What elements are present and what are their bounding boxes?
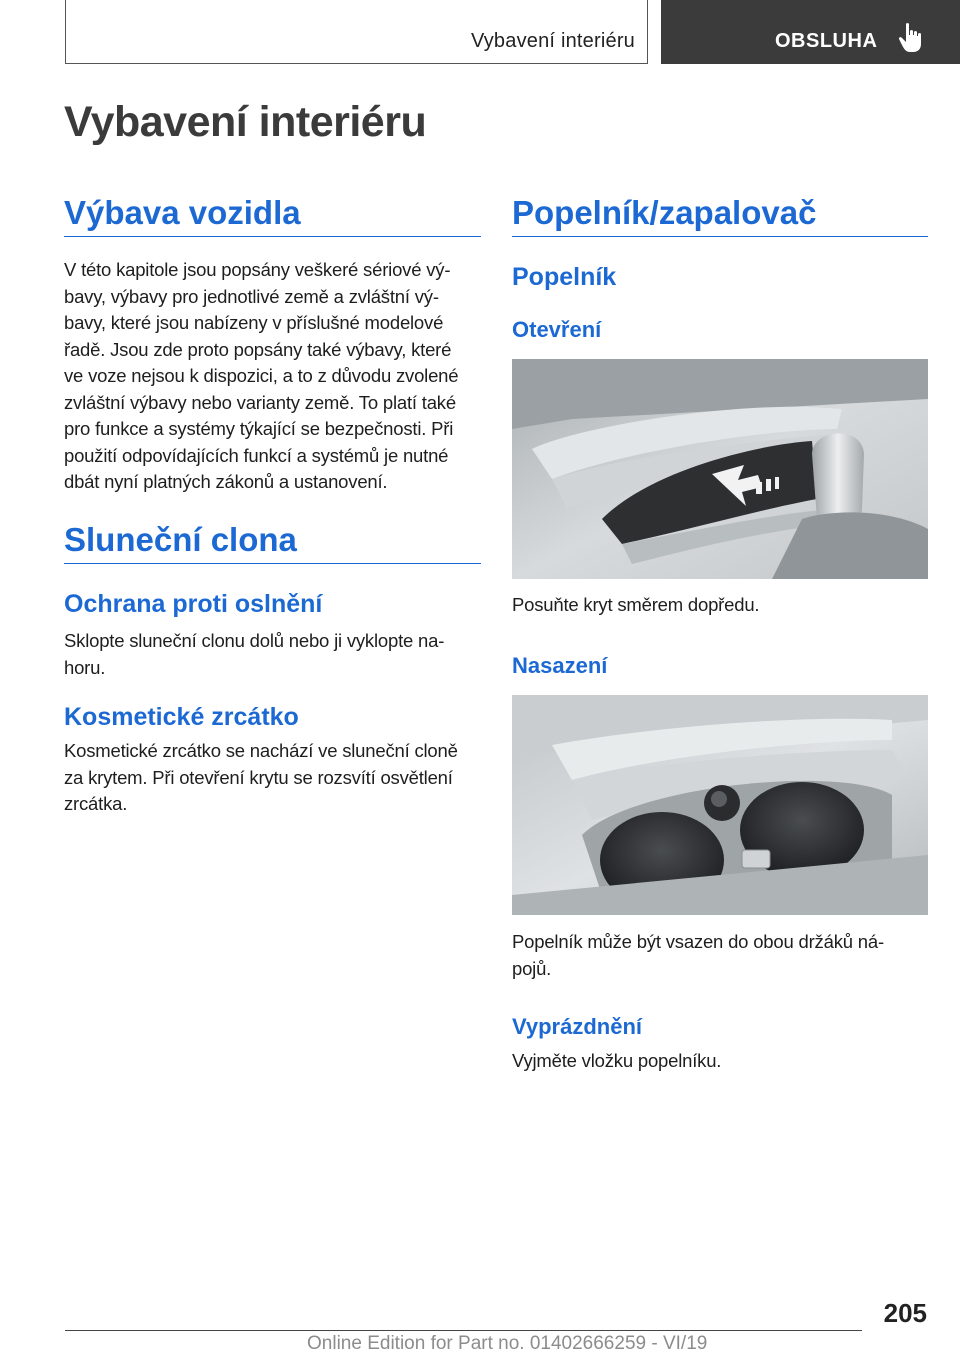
vyprazdneni-text: Vyjměte vložku popelníku. (512, 1050, 722, 1071)
text-line: řadě. Jsou zde proto popsány také výbavy, které (64, 338, 452, 360)
header-section-title: Vybavení interiéru (470, 30, 635, 52)
text-line: bavy, které jsou nabízeny v příslušné modelové (64, 312, 444, 333)
heading-nasazeni: Nasazení (512, 653, 608, 678)
ochrana-paragraph (64, 628, 484, 681)
heading-otevreni: Otevření (512, 317, 602, 342)
zrcatko-paragraph (64, 738, 484, 818)
heading-slunecni-clona: Sluneční clona (64, 521, 481, 564)
text-line: použití odpovídajících funkcí a systémů je nutné (64, 444, 449, 466)
header-chapter-box (661, 0, 960, 64)
figure-ashtray-inserted (512, 695, 928, 915)
heading-vyprazdneni: Vyprázdnění (512, 1014, 642, 1039)
text-line: Kosmetické zrcátko se nachází ve sluneční cloně (64, 740, 458, 761)
header-chapter-title: OBSLUHA (775, 30, 878, 52)
otevreni-caption: Posuňte kryt směrem dopředu. (512, 594, 760, 615)
text-line: pro funkce a systémy týkající se bezpečnosti. Při (64, 418, 454, 439)
text-line: V této kapitole jsou popsány veškeré sériové vý‐ (64, 259, 451, 280)
header-section-box (65, 0, 648, 64)
heading-popelnik: Popelník (512, 263, 617, 291)
text-line: horu. (64, 656, 106, 678)
page-title: Vybavení interiéru (64, 98, 427, 146)
figure-ashtray-open (512, 359, 928, 579)
heading-kosmeticke-zrcatko: Kosmetické zrcátko (64, 703, 299, 731)
hand-pointer-icon (897, 22, 925, 54)
text-line: Sklopte sluneční clonu dolů nebo ji vyklopte na‐ (64, 630, 445, 651)
text-line: pojů. (512, 957, 552, 979)
text-line: ve voze nejsou k dispozici, a to z důvodu zvolené (64, 365, 459, 386)
text-line: zrcátka. (64, 793, 128, 814)
text-line: bavy, výbavy pro jednotlivé země a zvláštní vý‐ (64, 285, 439, 307)
nasazeni-caption (512, 929, 928, 982)
footer-edition: Online Edition for Part no. 01402666259 - VI/19 (307, 1333, 708, 1354)
heading-popelnik-zapalovac: Popelník/zapalovač (512, 194, 928, 237)
footer-divider (65, 1330, 862, 1331)
text-line: Popelník může být vsazen do obou držáků ná‐ (512, 931, 884, 952)
heading-vybava-vozidla: Výbava vozidla (64, 194, 481, 237)
text-line: za krytem. Při otevření krytu se rozsvítí osvětlení (64, 766, 453, 788)
heading-ochrana-proti-oslneni: Ochrana proti oslnění (64, 590, 323, 618)
text-line: dbát nyní platných zákonů a ustanovení. (64, 471, 388, 492)
text-line: zvláštní výbavy nebo varianty země. To platí také (64, 391, 456, 413)
page-number: 205 (883, 1298, 927, 1328)
vybava-paragraph (64, 257, 484, 496)
